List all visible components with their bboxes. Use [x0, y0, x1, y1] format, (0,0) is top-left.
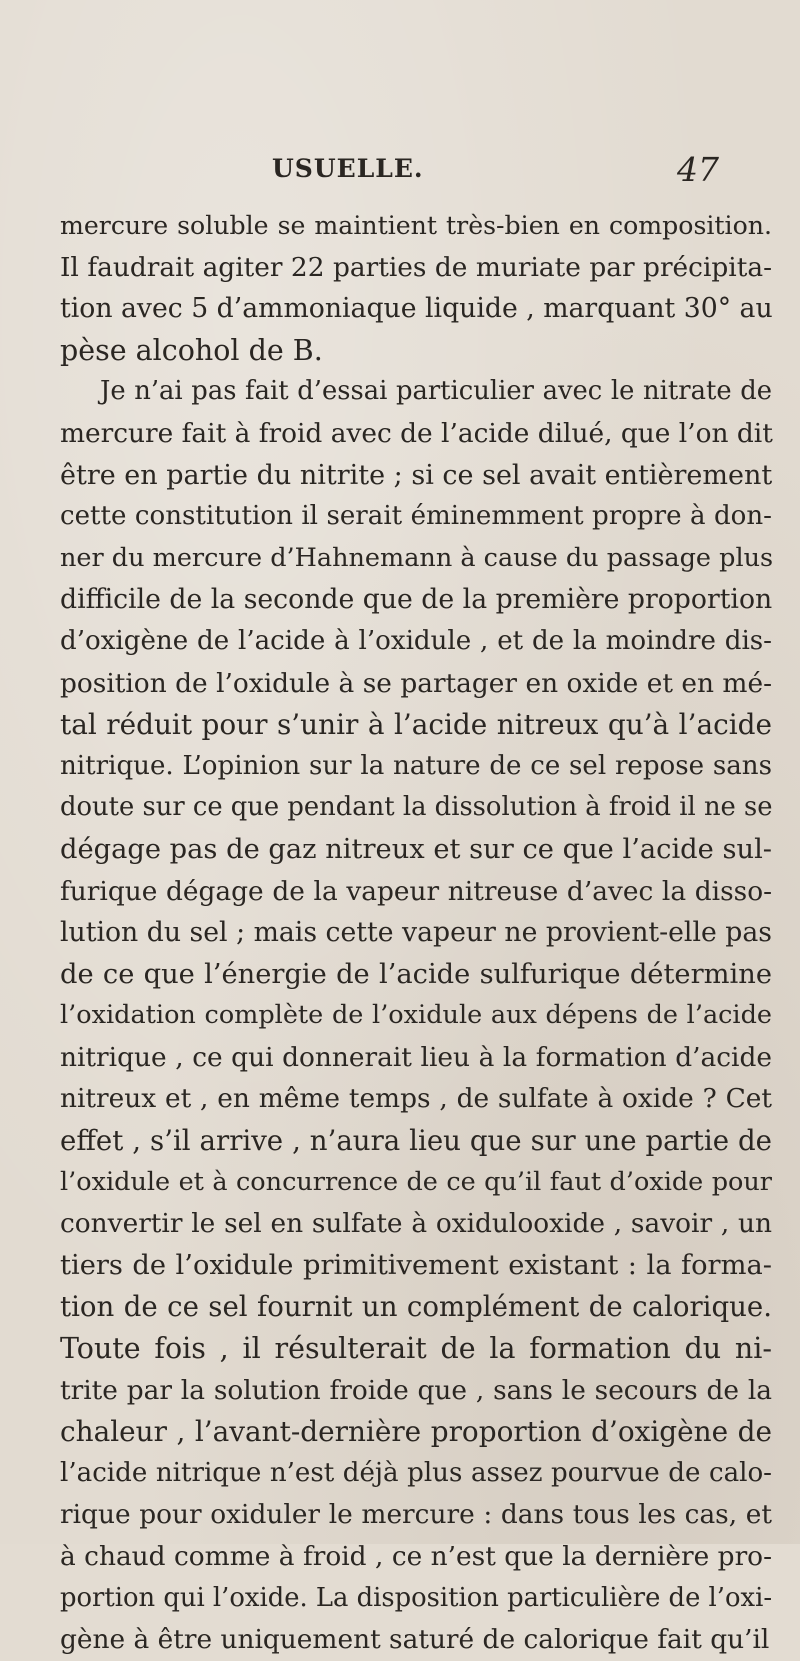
text-line: gène à être uniquement saturé de calorique fait qu’il [60, 1624, 770, 1656]
text-line: d’oxigène de l’acide à l’oxidule , et de la moindre dis- [60, 625, 772, 656]
text-line: cette constitution il serait éminemment propre à don- [60, 501, 772, 532]
text-line: convertir le sel en sulfate à oxidulooxide , savoir , un [60, 1208, 772, 1240]
body-text [60, 205, 772, 1661]
text-line: tiers de l’oxidule primitivement existant : la forma- [60, 1249, 772, 1281]
running-head [0, 150, 800, 190]
text-line: nitreux et , en même temps , de sulfate à oxide ? Cet [60, 1083, 772, 1115]
text-line: ner du mercure d’Hahnemann à cause du passage plus [60, 542, 774, 573]
text-line: tion avec 5 d’ammoniaque liquide , marquant 30° au [60, 293, 773, 325]
text-line: chaleur , l’avant-dernière proportion d’oxigène de [60, 1415, 772, 1449]
text-line: pèse alcohol de B. [60, 333, 323, 367]
text-line: lution du sel ; mais cette vapeur ne provient-elle pas [60, 917, 772, 949]
text-line: doute sur ce que pendant la dissolution à froid il ne se [60, 792, 773, 823]
text-line: nitrique , ce qui donnerait lieu à la formation d’acide [60, 1041, 772, 1073]
text-line: de ce que l’énergie de l’acide sulfurique détermine [60, 958, 772, 990]
text-line: tion de ce sel fournit un complément de calorique. [60, 1290, 772, 1324]
text-line: à chaud comme à froid , ce n’est que la dernière pro- [60, 1541, 772, 1572]
text-line: l’acide nitrique n’est déjà plus assez pourvue de calo- [60, 1457, 772, 1488]
text-line: Il faudrait agiter 22 parties de muriate par précipita- [60, 251, 772, 283]
text-line: nitrique. L’opinion sur la nature de ce sel repose sans [60, 750, 772, 781]
text-line: Je n’ai pas fait d’essai particulier avec le nitrate de [100, 376, 772, 407]
text-line: furique dégage de la vapeur nitreuse d’avec la disso- [60, 875, 772, 907]
text-line: Toute fois , il résulterait de la formation du ni- [60, 1332, 772, 1366]
text-line: trite par la solution froide que , sans le secours de la [60, 1374, 772, 1406]
text-line: mercure soluble se maintient très-bien en composition. [60, 211, 772, 240]
text-line: mercure fait à froid avec de l’acide dilué, que l’on dit [60, 417, 773, 449]
text-line: être en partie du nitrite ; si ce sel avait entièrement [60, 459, 773, 491]
text-line: position de l’oxidule à se partager en oxide et en mé- [60, 667, 772, 699]
running-title: USUELLE. [272, 154, 424, 183]
text-line: rique pour oxiduler le mercure : dans tous les cas, et [60, 1499, 772, 1531]
text-line: l’oxidation complète de l’oxidule aux dépens de l’acide [60, 1000, 772, 1031]
text-line: dégage pas de gaz nitreux et sur ce que l’acide sul- [60, 833, 773, 865]
page-number: 47 [677, 150, 719, 189]
text-line: tal réduit pour s’unir à l’acide nitreux qu’à l’acide [60, 708, 772, 742]
text-line: portion qui l’oxide. La disposition particulière de l’oxi- [60, 1582, 773, 1613]
text-line: l’oxidule et à concurrence de ce qu’il faut d’oxide pour [60, 1166, 772, 1197]
text-line: effet , s’il arrive , n’aura lieu que sur une partie de [60, 1124, 772, 1158]
text-line: difficile de la seconde que de la première proportion [60, 584, 773, 616]
